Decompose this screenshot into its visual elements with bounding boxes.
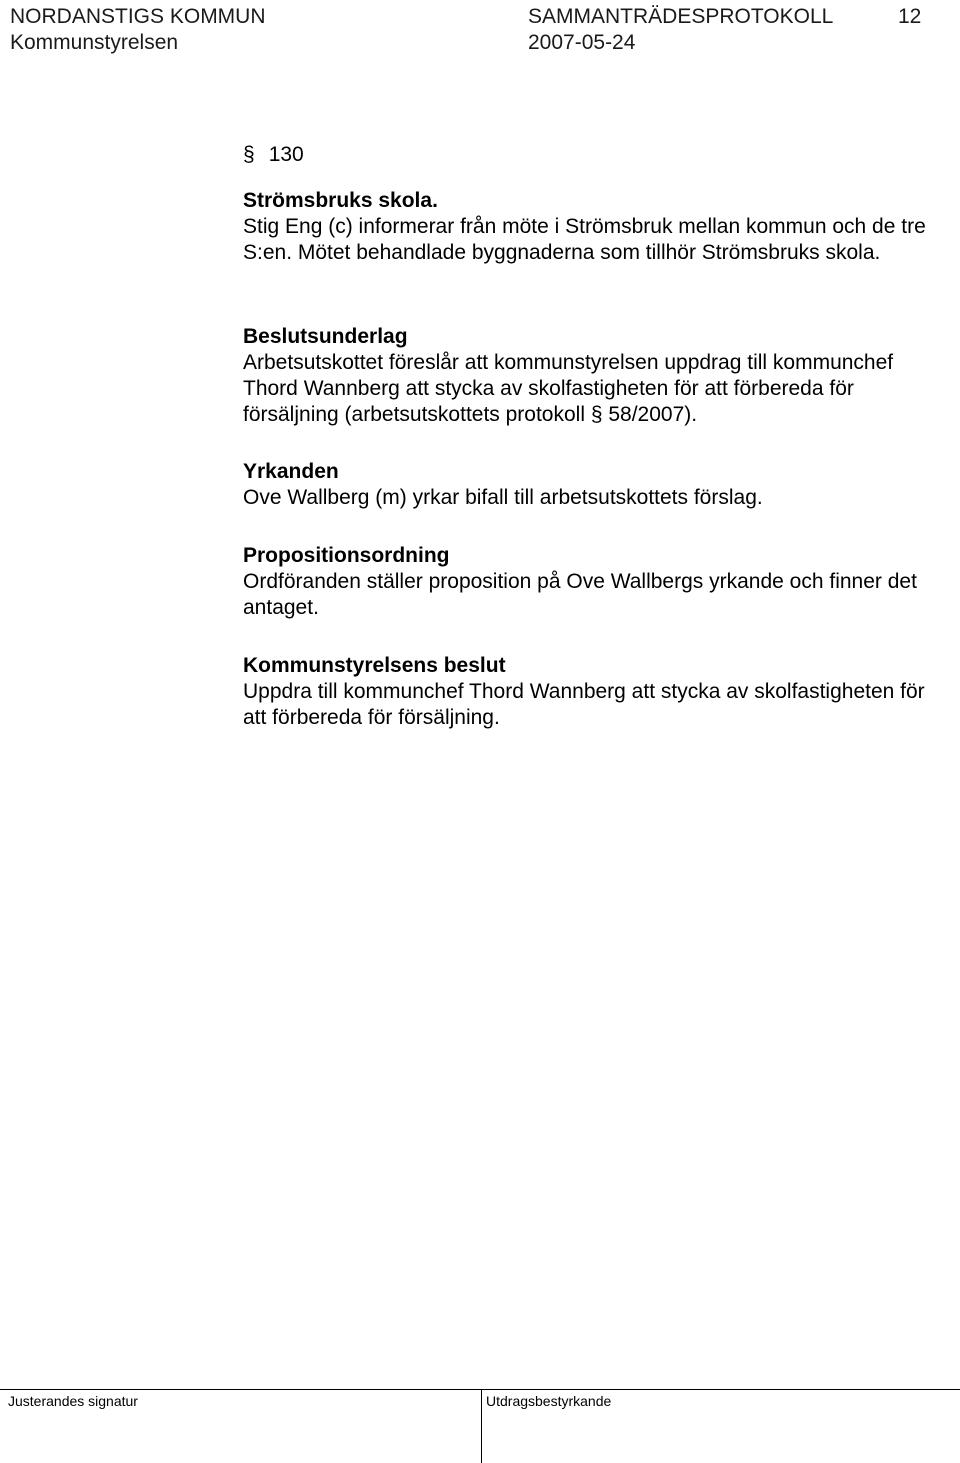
beslut-section [243,653,943,731]
intro-text: Stig Eng (c) informerar från möte i Strömsbruk mellan kommun och de tre S:en. Mötet behandlade byggnaderna som tillhör Strömsbruks skola. [243,215,926,264]
yrkanden-text: Ove Wallberg (m) yrkar bifall till arbetsutskottets förslag. [243,486,763,509]
committee-name: Kommunstyrelsen [10,31,179,54]
document-type: SAMMANTRÄDESPROTOKOLL [528,5,834,28]
footer-column-divider [481,1389,482,1463]
beslutsunderlag-text-main: Arbetsutskottet föreslår att kommunstyrelsen uppdrag till kommunchef Thord Wannberg att stycka av skolfastigheten för att förbereda för försäljning (arbetsutskottets protokoll [243,351,894,426]
signature-field-label: Justerandes signatur [8,1393,138,1409]
beslutsunderlag-section [243,324,943,428]
yrkanden-heading: Yrkanden [243,460,339,483]
paragraph-number [243,141,304,169]
beslut-text: Uppdra till kommunchef Thord Wannberg att stycka av skolfastigheten för att förbereda för försäljning. [243,680,925,729]
certification-field-label: Utdragsbestyrkande [486,1393,612,1409]
beslut-heading: Kommunstyrelsens beslut [243,654,506,677]
propositionsordning-text: Ordföranden ställer proposition på Ove Wallbergs yrkande och finner det antaget. [243,570,917,619]
meeting-date: 2007-05-24 [528,31,636,54]
yrkanden-section [243,459,943,511]
propositionsordning-heading: Propositionsordning [243,544,450,567]
paragraph-number-value: 130 [268,143,304,166]
paragraph-title: Strömsbruks skola. [243,189,438,212]
org-name: NORDANSTIGS KOMMUN [10,5,266,28]
footer-divider [0,1389,960,1390]
beslutsunderlag-text [243,350,943,428]
section-symbol: § [243,143,255,166]
beslutsunderlag-text-ref: 58/2007). [602,403,698,426]
beslutsunderlag-heading: Beslutsunderlag [243,325,408,348]
page-number: 12 [898,5,922,28]
intro-block [243,188,943,266]
section-symbol: § [590,403,603,426]
propositionsordning-section [243,543,943,621]
